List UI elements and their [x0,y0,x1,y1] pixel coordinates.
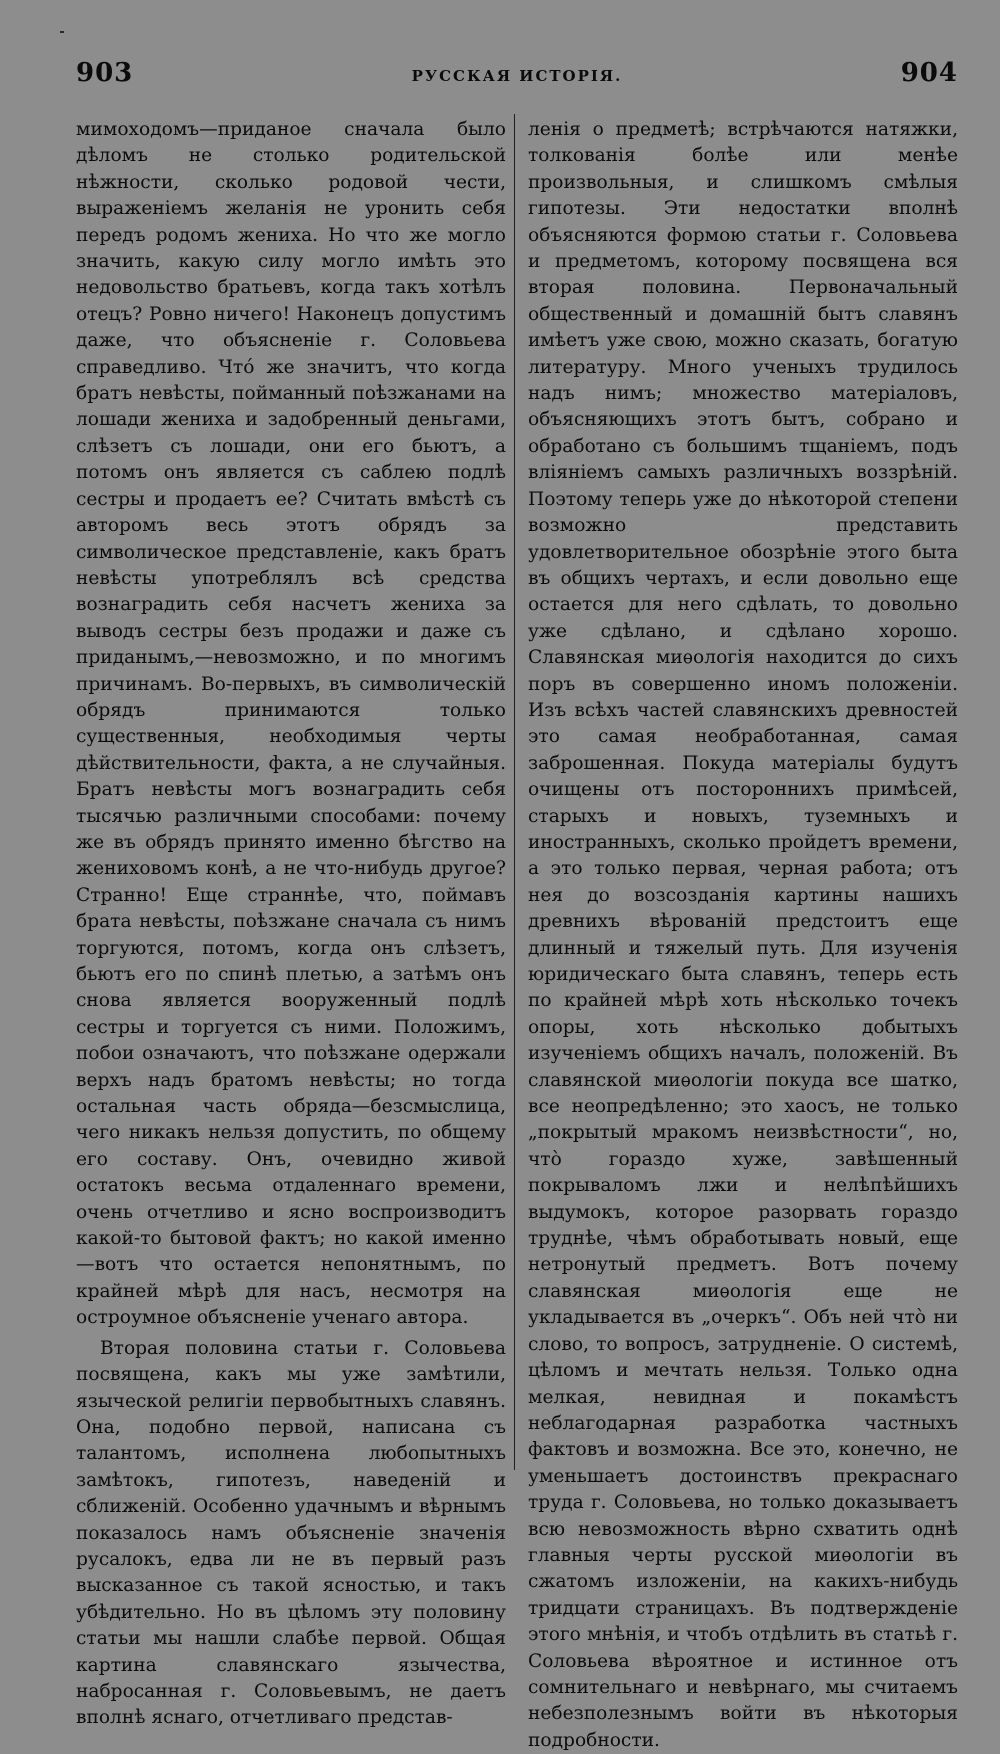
left-paragraph-1: мимоходомъ—приданое сначала было дѣломъ не столько родительской нѣжности, сколько родовой чести, выраженіемъ желанія не уронить себя передъ родомъ жениха. Но что же могло значить, какую силу могло имѣть это недовольство братьевъ, когда такъ хотѣлъ отецъ? Ровно ничего! Наконецъ допустимъ даже, что объясненіе г. Соловьева справедливо. Что́ же значитъ, что когда братъ невѣсты, пойманный поѣзжанами на лошади жениха и задобренный деньгами, слѣзетъ съ лошади, они его бьютъ, а потомъ онъ является съ саблею подлѣ сестры и продаетъ ее? Считать вмѣстѣ съ авторомъ весь этотъ обрядъ за символическое представленіе, какъ братъ невѣсты употреблялъ всѣ средства вознаградить себя насчетъ жениха за выводъ сестры безъ продажи и даже съ приданымъ,—невозможно, и по многимъ причинамъ. Во-первыхъ, въ символическій обрядъ принимаются только существенныя, необходимыя черты дѣйствительности, факта, а не случайныя. Братъ невѣсты могъ вознаградить себя тысячью различными способами: почему же въ обрядъ принято именно бѣгство на жениховомъ конѣ, а не что-нибудь другое? Странно! Еще страннѣе, что, поймавъ брата невѣсты, поѣзжане сначала съ нимъ торгуются, потомъ, когда онъ слѣзетъ, бьютъ его по спинѣ плетью, а затѣмъ онъ снова является вооруженный подлѣ сестры и торгуется съ ними. Положимъ, побои означаютъ, что поѣзжане одержали верхъ надъ братомъ невѣсты; но тогда остальная часть обряда—безсмыслица, чего никакъ нельзя допустить, по общему его составу. Онъ, очевидно живой остатокъ весьма отдаленнаго времени, очень отчетливо и ясно воспроизводитъ какой-то бытовой фактъ; но какой именно—вотъ что остается непонятнымъ, по крайней мѣрѣ для насъ, несмотря на остроумное объясненіе ученаго автора. [76,119,506,1329]
left-column [76,117,506,1729]
running-title: РУССКАЯ ИСТОРІЯ. [411,67,623,85]
page-number-right: 904 [900,58,958,88]
column-divider [514,114,515,1470]
right-column [528,117,958,1751]
right-paragraph-1: ленія о предметѣ; встрѣчаются натяжки, толкованія болѣе или менѣе произвольныя, и слишкомъ смѣлыя гипотезы. Эти недостатки вполнѣ объясняются формою статьи г. Соловьева и предметомъ, которому посвящена вся вторая половина. Первоначальный общественный и домашній бытъ славянъ имѣетъ уже свою, можно сказать, богатую литературу. Много ученыхъ трудилось надъ нимъ; множество матеріаловъ, объясняющихъ этотъ бытъ, собрано и обработано съ большимъ тщаніемъ, подъ вліяніемъ самыхъ различныхъ воззрѣній. Поэтому теперь уже до нѣкоторой степени возможно представить удовлетворительное обозрѣніе этого быта въ общихъ чертахъ, и если довольно еще остается для него сдѣлать, то довольно уже сдѣлано, и сдѣлано хорошо. Славянская миѳологія находится до сихъ поръ въ совершенно иномъ положеніи. Изъ всѣхъ частей славянскихъ древностей это самая необработанная, самая заброшенная. Покуда матеріалы будутъ очищены отъ постороннихъ примѣсей, старыхъ и новыхъ, туземныхъ и иностранныхъ, сколько пройдетъ времени, а это только первая, черная работа; отъ нея до возсозданія картины нашихъ древнихъ вѣрованій предстоитъ еще длинный и тяжелый путь. Для изученія юридическаго быта славянъ, теперь есть по крайней мѣрѣ хоть нѣсколько точекъ опоры, хоть нѣсколько добытыхъ изученіемъ общихъ началъ, положеній. Въ славянской миѳологіи покуда все шатко, все неопредѣленно; это хаосъ, не только „покрытый мракомъ неизвѣстности“, но, что̀ гораздо хуже, завѣшенный покрываломъ лжи и нелѣпѣйшихъ выдумокъ, которое разорвать гораздо труднѣе, чѣмъ обработывать новый, еще нетронутый предметъ. Вотъ почему славянская миѳологія еще не укладывается въ „очеркъ“. Объ ней что̀ ни слово, то вопросъ, затрудненіе. О системѣ, цѣломъ и мечтать нельзя. Только одна мелкая, невидная и покамѣстъ неблагодарная разработка частныхъ фактовъ и возможна. Все это, конечно, не уменьшаетъ достоинствъ прекраснаго труда г. Соловьева, но только доказываетъ всю невозможность вѣрно схватить однѣ главныя черты русской миѳологіи въ сжатомъ изложеніи, на какихъ-нибудь тридцати страницахъ. Въ подтвержденіе этого мнѣнія, и чтобъ отдѣлить въ статьѣ г. Соловьева вѣроятное и истинное отъ сомнительнаго и невѣрнаго, мы считаемъ небезполезнымъ войти въ нѣкоторыя подробности. [528,119,958,1751]
page-number-left: 903 [76,58,134,88]
scan-mark [60,31,64,33]
page-header [76,58,958,98]
left-paragraph-2: Вторая половина статьи г. Соловьева посвящена, какъ мы уже замѣтили, языческой религіи первобытныхъ славянъ. Она, подобно первой, написана съ талантомъ, исполнена любопытныхъ замѣтокъ, гипотезъ, наведеній и сближеній. Особенно удачнымъ и вѣрнымъ показалось намъ объясненіе значенія русалокъ, едва ли не въ первый разъ высказанное съ такой ясностью, и такъ убѣдительно. Но въ цѣломъ эту половину статьи мы нашли слабѣе первой. Общая картина славянскаго язычества, набросанная г. Соловьевымъ, не даетъ вполнѣ яснаго, отчетливаго представ- [76,1337,506,1729]
